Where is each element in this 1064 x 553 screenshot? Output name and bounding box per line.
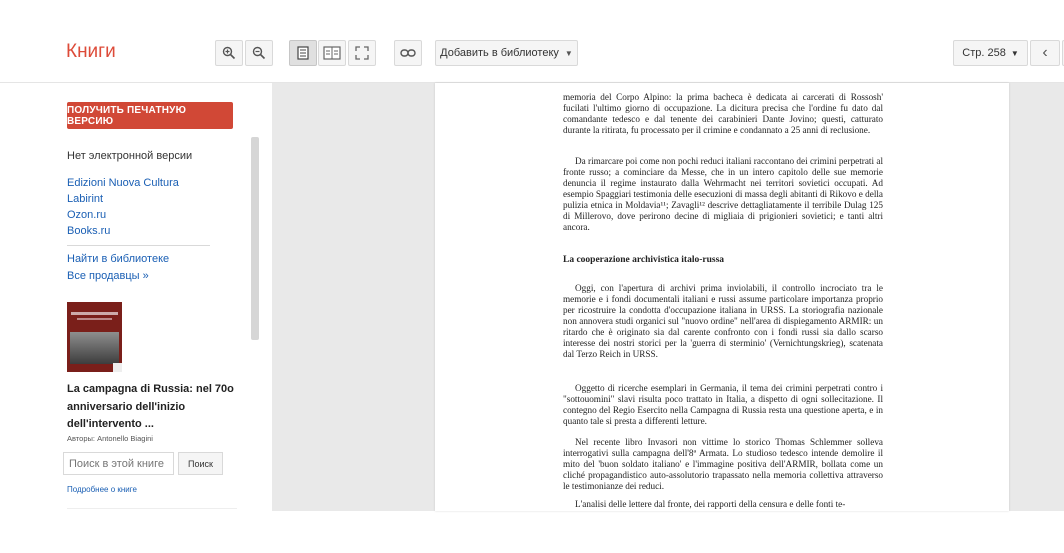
all-sellers-link[interactable]: Все продавцы » bbox=[67, 270, 149, 282]
paragraph-text: Da rimarcare poi come non pochi reduci italiani raccontano dei crimini perpetrati al fronte russo; a cominciare da Messe, che in un intero capitolo delle sue memorie denuncia il regime instaurato dalla Wehrmacht nei territori sovietici occupati. Ad esempio Spaggiari testimonia delle esecuzioni di massa degli abitanti di Rikovo e della pulizia etnica in Moldavia¹¹; Zavagli¹² descrive dettagliatamente il terribile Dulag 125 di Millerovo, dove perirono decine di migliaia di prigionieri sovietici; e tanti altri ancora. bbox=[563, 156, 883, 232]
search-button[interactable]: Поиск bbox=[178, 452, 223, 475]
seller-link[interactable]: Edizioni Nuova Cultura bbox=[67, 177, 179, 189]
cover-subtitle-art bbox=[77, 318, 112, 320]
page-selector[interactable] bbox=[953, 40, 1028, 66]
single-page-icon bbox=[297, 46, 309, 60]
add-to-library-label: Добавить в библиотеку bbox=[440, 47, 559, 59]
page-paragraph bbox=[563, 92, 883, 136]
find-in-library-link[interactable]: Найти в библиотеке bbox=[67, 253, 170, 265]
divider bbox=[67, 508, 237, 509]
books-logo[interactable]: Книги bbox=[66, 41, 116, 62]
zoom-in-icon bbox=[222, 46, 236, 60]
single-page-view-button[interactable] bbox=[289, 40, 317, 66]
link-icon bbox=[400, 48, 416, 58]
book-cover[interactable] bbox=[67, 302, 122, 372]
chevron-down-icon: ▼ bbox=[1010, 48, 1019, 58]
two-page-icon bbox=[323, 46, 341, 60]
book-title: La campagna di Russia: nel 70o anniversario dell'inizio dell'intervento ... bbox=[67, 383, 234, 430]
fullscreen-button[interactable] bbox=[348, 40, 376, 66]
seller-link[interactable]: Labirint bbox=[67, 193, 104, 205]
add-to-library-button[interactable] bbox=[435, 40, 578, 66]
page-paragraph bbox=[563, 499, 883, 510]
cover-title-art bbox=[71, 312, 118, 315]
sidebar-scrollbar[interactable] bbox=[251, 137, 259, 340]
two-page-view-button[interactable] bbox=[318, 40, 346, 66]
paragraph-text: memoria del Corpo Alpino: la prima bacheca è dedicata ai carcerati di Rossosh' fucilati l'ultimo giorno di occupazione. La dicitura precisa che l'ordine fu dato dal comandante tedesco e dal tenente dei carabinieri Dante Jovino; questi, catturato durante la ritirata, fu processato per il crimine e condannato a 25 anni di reclusione. bbox=[563, 92, 883, 135]
page-curl-icon bbox=[113, 363, 122, 372]
divider bbox=[67, 245, 210, 246]
page-paragraph bbox=[563, 437, 883, 492]
link-button[interactable] bbox=[394, 40, 422, 66]
search-in-book-input[interactable] bbox=[63, 452, 174, 475]
page-paragraph bbox=[563, 383, 883, 427]
section-heading: La cooperazione archivistica italo-russa bbox=[563, 255, 725, 265]
cover-photo bbox=[70, 332, 119, 364]
top-toolbar bbox=[0, 0, 1064, 83]
previous-page-button[interactable] bbox=[1030, 40, 1060, 66]
chevron-left-icon: ‹ bbox=[1042, 44, 1048, 61]
zoom-out-icon bbox=[252, 46, 266, 60]
zoom-in-button[interactable] bbox=[215, 40, 243, 66]
book-authors: Авторы: Antonello Biagini bbox=[67, 434, 153, 443]
page-paragraph bbox=[563, 283, 883, 360]
paragraph-text: L'analisi delle lettere dal fronte, dei rapporti della censura e delle fonti te- bbox=[575, 499, 846, 509]
page-paragraph bbox=[563, 156, 883, 233]
paragraph-text: Oggetto di ricerche esemplari in Germania, il tema dei crimini perpetrati contro i "sottouomini" slavi risulta poco trattato in Italia, a dispetto di ogni sollecitazione. Il contegno del Regio Esercito nella Campagna di Russia resta una questione aperta, e in quanto tale si presta a differenti letture. bbox=[563, 383, 883, 426]
seller-link[interactable]: Books.ru bbox=[67, 225, 111, 237]
more-about-book-link[interactable]: Подробнее о книге bbox=[67, 485, 137, 494]
zoom-out-button[interactable] bbox=[245, 40, 273, 66]
chevron-down-icon: ▼ bbox=[564, 48, 573, 58]
no-ebook-label: Нет электронной версии bbox=[67, 150, 193, 162]
paragraph-text: Nel recente libro Invasori non vittime lo storico Thomas Schlemmer solleva interrogativi sulla campagna dell'8ª Armata. Lo studioso tedesco intende demolire il mito del 'buon soldato italiano' e l'immagine positiva dell'ARMIR, bollata come un cliché propagandistico auto-assolutorio trapassato nella memoria collettiva attraverso le testimonianze dei reduci. bbox=[563, 437, 883, 491]
seller-link[interactable]: Ozon.ru bbox=[67, 209, 107, 221]
fullscreen-icon bbox=[355, 46, 369, 60]
buy-print-button[interactable]: ПОЛУЧИТЬ ПЕЧАТНУЮ ВЕРСИЮ bbox=[67, 102, 233, 129]
paragraph-text: Oggi, con l'apertura di archivi prima inviolabili, il controllo incrociato tra le memorie e i fondi documentali italiani e russi assume particolare importanza proprio per ricostruire la condotta d'occupazione italiana in URSS. La storiografia nazionale non annovera studi organici sul "nuovo ordine" nell'area di dispiegamento ARMIR: un ritardo che è originato sia dal carente confronto con i fondi russi sia dallo scarso interesse dei nostri storici per la 'guerra di sterminio' (Vernichtungskrieg), scatenata dal Terzo Reich in URSS. bbox=[563, 283, 883, 359]
page-label: Стр. 258 bbox=[962, 47, 1006, 59]
